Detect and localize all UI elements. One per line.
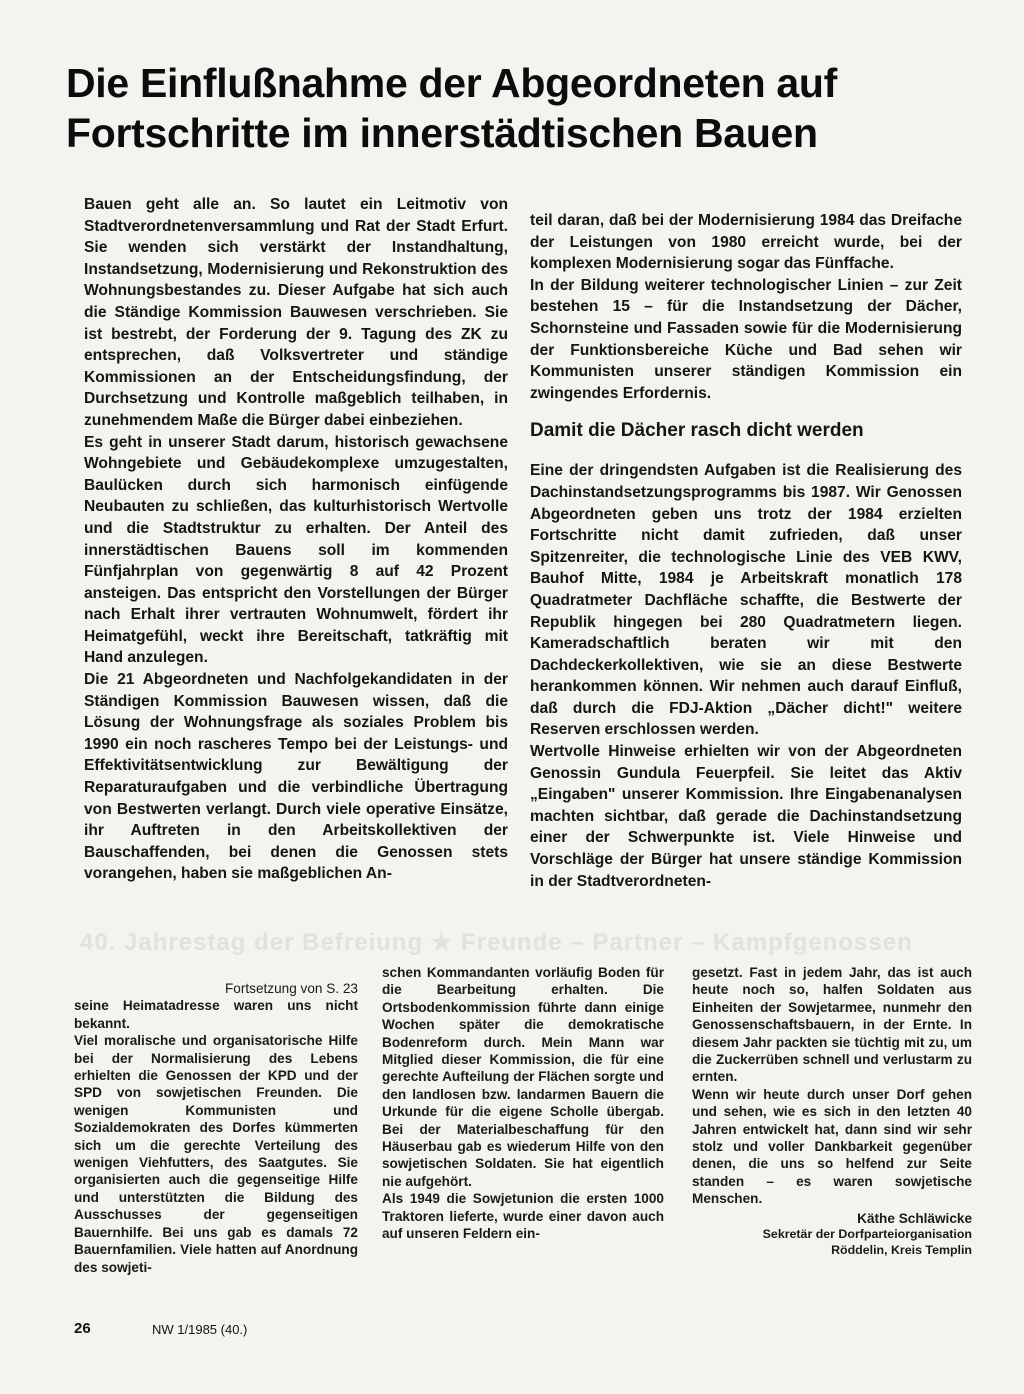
paragraph: Wenn wir heute durch unser Dorf gehen und sehen, wie es sich in den letzten 40 Jahren entwickelt hat, dann sind wir sehr stolz und voller Dankbarkeit gegenüber denen, die uns so helfend zur Seite standen – es waren sowjetische Menschen. bbox=[692, 1086, 972, 1207]
paragraph: Viel moralische und organisatorische Hilfe bei der Normalisierung des Lebens erhielten die Genossen der KPD und der SPD von sowjetischen Freunden. Die wenigen Kommunisten und Sozialdemokraten des Dorfes kümmerten sich um die gerechte Verteilung des wenigen Viehfutters, des Saatgutes. Sie organisierten auch die gegenseitige Hilfe und unterstützten die Bildung des Ausschusses der gegenseitigen Bauernhilfe. Bei uns gab es damals 72 Bauernfamilien. Viele hatten auf Anordnung des sowjeti- bbox=[74, 1033, 358, 1275]
section-subheading: Damit die Dächer rasch dicht werden bbox=[530, 420, 864, 442]
story-column-1 bbox=[74, 980, 358, 1276]
paragraph: In der Bildung weiterer technologischer Linien – zur Zeit bestehen 15 – für die Instandsetzung der Dächer, Schornsteine und Fassaden sowie für die Modernisierung der Funktionsbereiche Küche und Bad sehen wir Kommunisten unserer ständigen Kommission ein zwingendes Erfordernis. bbox=[530, 276, 962, 402]
paragraph: Bauen geht alle an. So lautet ein Leitmotiv von Stadtverordnetenversammlung und Rat der Stadt Erfurt. Sie wenden sich verstärkt der Instandhaltung, Instandsetzung, Modernisierung und Rekonstruktion des Wohnungsbestandes zu. Dieser Aufgabe hat sich auch die Ständige Kommission Bauwesen verschrieben. Sie ist bestrebt, der Forderung der 9. Tagung des ZK zu entsprechen, daß Volksvertreter und ständige Kommissionen an der Entscheidungsfindung, der Durchsetzung und Kontrolle maßgeblich teilhaben, in zunehmendem Maße die Bürger dabei einbeziehen. bbox=[84, 196, 508, 429]
article-title: Die Einflußnahme der Abgeordneten auf Fortschritte im innerstädtischen Bauen bbox=[66, 60, 838, 156]
continuation-note: Fortsetzung von S. 23 bbox=[225, 981, 358, 996]
article-column-right bbox=[530, 210, 962, 892]
paragraph: Es geht in unserer Stadt darum, historisch gewachsene Wohngebiete und Gebäudekomplexe umzugestalten, Baulücken durch sich harmonisch einfügende Neubauten zu schließen, das kulturhistorisch Wertvolle und die Stadtstruktur zu erhalten. Der Anteil des innerstädtischen Bauens soll im kommenden Fünfjahrplan von gegenwärtig 8 auf 42 Prozent ansteigen. Das entspricht den Vorstellungen der Bürger nach Erhalt ihrer vertrauten Wohnumwelt, fördert ihr Heimatgefühl, weckt ihre Bereitschaft, tatkräftig mit Hand anzulegen. bbox=[84, 433, 508, 667]
paragraph: Die 21 Abgeordneten und Nachfolgekandidaten in der Ständigen Kommission Bauwesen wissen, daß die Lösung der Wohnungsfrage als soziales Problem bis 1990 ein noch rascheres Tempo bei der Leistungs- und Effektivitätsentwicklung zur Bewältigung der Reparaturaufgaben und die verbindliche Übertragung von Bestwerten verlangt. Durch viele operative Einsätze, ihr Auftreten in den Arbeitskollektiven der Bauschaffenden, bei denen die Genossen stets vorangehen, haben sie maßgeblichen An- bbox=[84, 671, 508, 883]
paragraph: gesetzt. Fast in jedem Jahr, das ist auch heute noch so, halfen Soldaten aus Einheiten der Sowjetarmee, nunmehr den Genossenschaftsbauern, in der Ernte. In diesem Jahr packten sie tüchtig mit zu, um die Zuckerrüben schnell und verlustarm zu ernten. bbox=[692, 965, 972, 1085]
anniversary-band: 40. Jahrestag der Befreiung ★ Freunde – Partner – Kampfgenossen bbox=[80, 929, 913, 956]
author-signature: Käthe Schläwicke bbox=[857, 1210, 972, 1226]
author-location: Röddelin, Kreis Templin bbox=[831, 1242, 972, 1257]
author-role: Sekretär der Dorfparteiorganisation bbox=[762, 1227, 972, 1242]
paragraph: Eine der dringendsten Aufgaben ist die Realisierung des Dachinstandsetzungsprogramms bis 1987. Wir Genossen Abgeordneten geben uns trotz der 1984 erzielten Fortschritte nicht damit zufrieden, daß unser Spitzenreiter, die technologische Linie des VEB KWV, Bauhof Mitte, 1984 je Arbeitskraft monatlich 178 Quadratmeter Dachfläche schaffte, die Bestwerte der Republik hingegen bei 280 Quadratmetern liegen. Kameradschaftlich beraten wir mit den Dachdeckerkollektiven, wie sie an diese Bestwerte herankommen können. Wir nehmen auch darauf Einfluß, daß durch die FDJ-Aktion „Dächer dicht!" weitere Reserven erschlossen werden. bbox=[530, 462, 962, 739]
paragraph: seine Heimatadresse waren uns nicht bekannt. bbox=[74, 998, 358, 1031]
paragraph: schen Kommandanten vorläufig Boden für die Bearbeitung erhalten. Die Ortsbodenkommission führte dann einige Wochen später die demokratische Bodenreform durch. Mein Mann war Mitglied dieser Kommission, die für eine gerechte Aufteilung der Flächen sorgte und den landlosen bzw. landarmen Bauern die Urkunde für die eigene Scholle übergab. Bei der Materialbeschaffung für den Häuserbau gab es wiederum Hilfe von den sowjetischen Soldaten. Sie hat eigentlich nie aufgehört. bbox=[382, 965, 664, 1189]
paragraph: teil daran, daß bei der Modernisierung 1984 das Dreifache der Leistungen von 1980 erreicht wurde, bei der komplexen Modernisierung sogar das Fünffache. bbox=[530, 212, 962, 273]
paragraph: Als 1949 die Sowjetunion die ersten 1000 Traktoren lieferte, wurde einer davon auch auf unseren Feldern ein- bbox=[382, 1191, 664, 1242]
article-column-left bbox=[84, 194, 508, 885]
page-number: 26 bbox=[74, 1320, 91, 1337]
story-column-2 bbox=[382, 964, 664, 1243]
paragraph: Wertvolle Hinweise erhielten wir von der Abgeordneten Genossin Gundula Feuerpfeil. Sie leitet das Aktiv „Eingaben" unserer Kommission. Ihre Eingabenanalysen machten sichtbar, daß gerade die Dachinstandsetzung einer der Schwerpunkte ist. Viele Hinweise und Vorschläge der Bürger hat unsere ständige Kommission in der Stadtverordneten- bbox=[530, 743, 962, 890]
issue-reference: NW 1/1985 (40.) bbox=[152, 1322, 248, 1337]
story-column-3 bbox=[692, 964, 972, 1258]
